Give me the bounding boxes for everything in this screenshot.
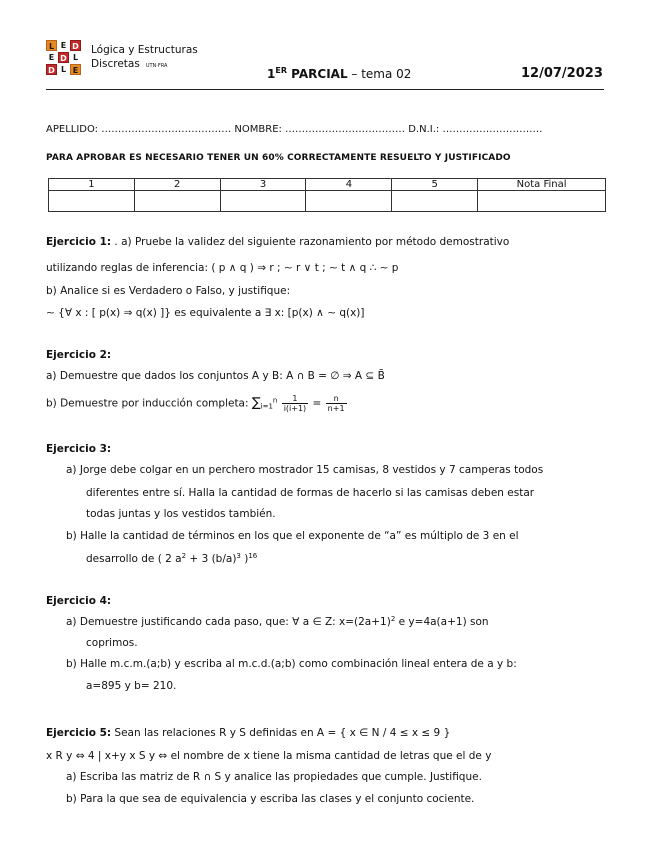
logo-cell: D [70,40,81,51]
frac-den: n+1 [327,404,345,413]
ex4-b-line-2: a=895 y b= 210. [86,680,177,692]
grade-cell [134,191,220,212]
exp: 2 [181,552,187,560]
grade-header: 5 [392,179,478,191]
logo-cell: E [70,64,81,75]
ex4-title: Ejercicio 4: [46,595,112,607]
grade-cell [478,191,606,212]
ex2-a: a) Demuestre que dados los conjuntos A y B: A ∩ B = ∅ ⇒ A ⊆ B̄ [46,370,385,382]
logo-line-1: Lógica y Estructuras [91,44,198,56]
ex5-line-1 [46,727,450,739]
frac-num: n [326,394,347,404]
ex5-title: Ejercicio 5: [46,727,112,739]
title-suffix: – tema 02 [347,67,412,81]
ex4-a1-suffix: e y=4a(a+1) son [395,616,489,628]
frac-den: i(i+1) [283,404,307,413]
ex1-line-2: utilizando reglas de inferencia: ( p ∧ q ) ⇒ r ; ∼ r ∨ t ; ∼ t ∧ q ∴ ∼ p [46,262,399,274]
ex2-title: Ejercicio 2: [46,349,112,361]
ex3-b-line-2 [86,552,257,565]
logo-cell: L [58,64,69,75]
frac-num: 1 [282,394,308,404]
ex1-line-3: b) Analice si es Verdadero o Falso, y justifique: [46,285,291,297]
logo-cell: E [58,40,69,51]
fraction-right [326,394,347,413]
logo-cell: L [70,52,81,63]
sum-upper: n [272,396,278,405]
ex1-line-1 [46,236,509,248]
ex4-a1-prefix: a) Demuestre justificando cada paso, que: ∀ a ∈ Z: x=(2a+1) [66,616,391,628]
student-fields: APELLIDO: ………………………………… NOMBRE: ……………………………… D.N.I.: ………………………… [46,124,543,135]
grade-cell [392,191,478,212]
title-prefix: 1 [267,67,276,81]
title-main: PARCIAL [286,67,348,81]
title-sup: ER [275,66,287,75]
ex3-title: Ejercicio 3: [46,443,112,455]
ex4-a-line-1 [66,615,489,628]
equals-sign: = [312,397,322,410]
ex3-b-line-1: b) Halle la cantidad de términos en los que el exponente de “a” es múltiplo de 3 en el [66,530,519,542]
logo-cell: E [46,52,57,63]
grade-header: 2 [134,179,220,191]
exp: 2 [390,615,396,623]
ex5-text-1: Sean las relaciones R y S definidas en A = { x ∈ N / 4 ≤ x ≤ 9 } [111,727,451,739]
ex4-a-line-2: coprimos. [86,637,138,649]
ex4-b-line-1: b) Halle m.c.m.(a;b) y escriba al m.c.d.(a;b) como combinación lineal entera de a y b: [66,658,517,670]
logo-cell: D [46,64,57,75]
ex3-b2-mid: + 3 (b/a) [186,553,237,565]
fraction-left [282,394,308,413]
logo-line-2 [91,57,198,73]
ex3-b2-close: ) [240,553,249,565]
ex1-text-1: . a) Pruebe la validez del siguiente razonamiento por método demostrativo [111,236,510,248]
grade-cell [49,191,135,212]
approval-notice: PARA APROBAR ES NECESARIO TENER UN 60% CORRECTAMENTE RESUELTO Y JUSTIFICADO [46,153,511,163]
grade-table [48,178,606,212]
logo-caption [91,43,198,73]
ex1-title: Ejercicio 1: [46,236,112,248]
sum-symbol: ∑ [251,395,261,411]
logo-cell: L [46,40,57,51]
ex5-line-2: x R y ⇔ 4 | x+y x S y ⇔ el nombre de x tiene la misma cantidad de letras que el de y [46,750,492,762]
ex5-a: a) Escriba las matriz de R ∩ S y analice las propiedades que cumple. Justifique. [66,771,482,783]
logo-cell: D [58,52,69,63]
exp: 16 [248,552,258,560]
ex3-a-line-1: a) Jorge debe colgar en un perchero mostrador 15 camisas, 8 vestidos y 7 camperas todos [66,464,544,476]
logo-line-2-text: Discretas [91,58,140,70]
grade-cell [306,191,392,212]
sum-lower: i=1 [260,402,273,411]
ex2-b-prefix: b) Demuestre por inducción completa: [46,397,252,410]
grade-header: 3 [220,179,306,191]
exam-date: 12/07/2023 [521,66,603,81]
ex2-b [46,394,348,413]
grade-cell [220,191,306,212]
ex1-line-4: ∼ {∀ x : [ p(x) ⇒ q(x) ]} es equivalente a ∃ x: [p(x) ∧ ∼ q(x)] [46,307,365,319]
logo-small-text: UTN·FRA [145,63,168,69]
ex3-b2-prefix: desarrollo de ( 2 a [86,553,182,565]
ex5-b: b) Para la que sea de equivalencia y escriba las clases y el conjunto cociente. [66,793,475,805]
ex3-a-line-3: todas juntas y los vestidos también. [86,508,276,520]
logo [46,40,81,75]
exp: 3 [236,552,241,560]
grade-header: Nota Final [478,179,606,191]
grade-header: 1 [49,179,135,191]
exam-title [267,66,411,81]
ex3-a-line-2: diferentes entre sí. Halla la cantidad de formas de hacerlo si las camisas deben estar [86,487,535,499]
header-rule [46,89,604,90]
grade-header: 4 [306,179,392,191]
